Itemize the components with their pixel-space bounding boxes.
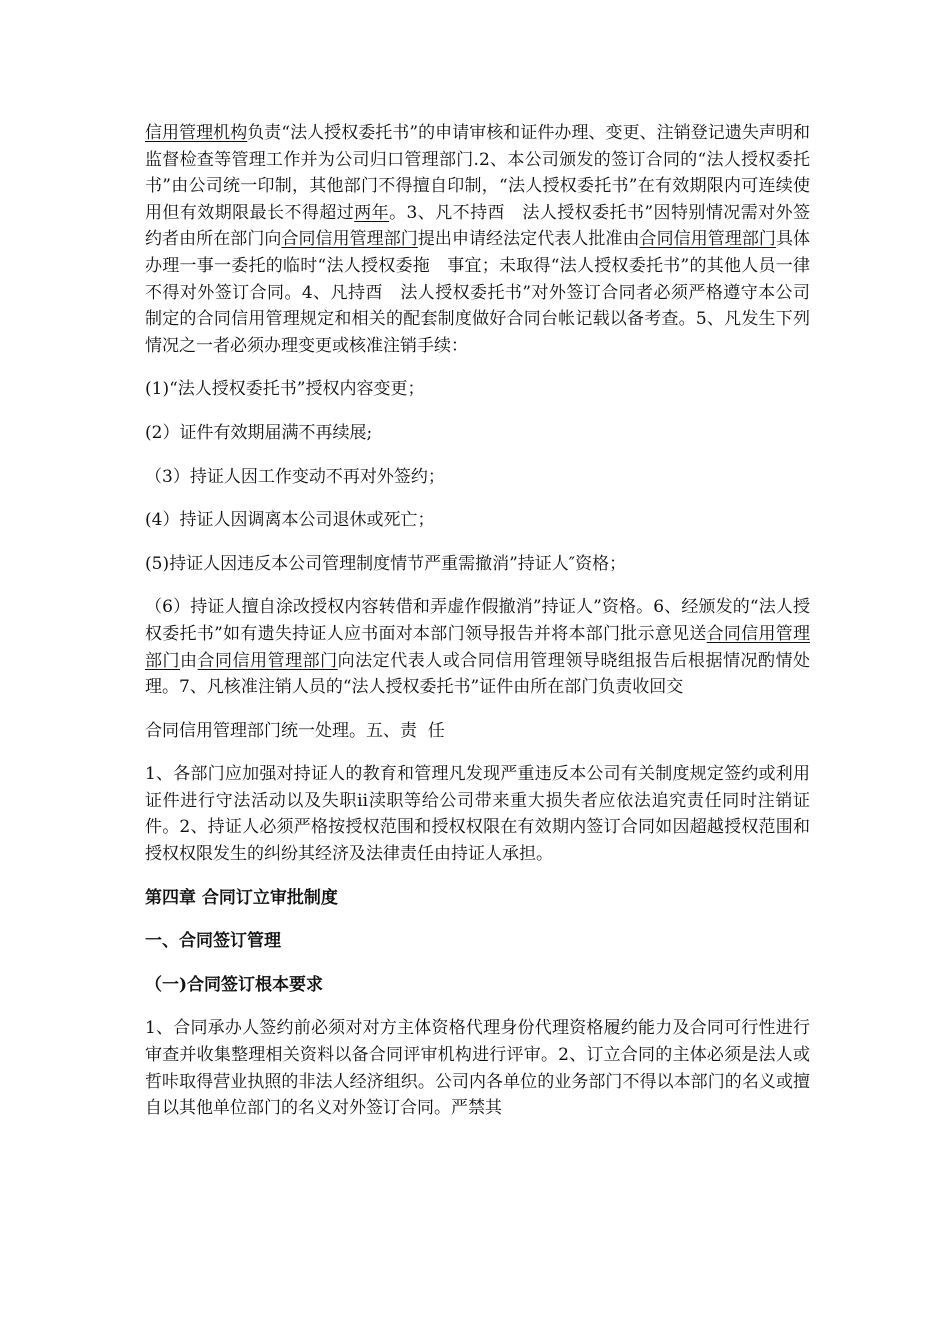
chapter-title: 第四章 合同订立审批制度: [145, 887, 338, 908]
paragraph-authorization-management: 信用管理机构负责“法人授权委托书”的申请审核和证件办理、变更、注销登记遗失声明和监督检查等管理工作并为公司归口管理部门.2、本公司颁发的签订合同的“法人授权委托书”由公司统一印制，其他部门不得擅自印制，“法人授权委托书”在有效期限内可连续使用但有效期限最长不得超过两年。3、凡不持酉 法人授权委托书”因特别情况需对外签约者由所在部门向合同信用管理部门提出申请经法定代表人批准由合同信用管理部门具体办理一事一委托的临时“法人授权委拖 事宜；未取得“法人授权委托书”的其他人员一律不得对外签订合同。4、凡持酉 法人授权委托书”对外签订合同者必须严格遵守本公司制定的合同信用管理规定和相关的配套制度做好合同台帐记载以备考查。5、凡发生下列情况之一者必须办理变更或核准注销手续：: [145, 123, 811, 356]
list-item: (1)“法人授权委托书”授权内容变更；: [145, 379, 425, 400]
section-title: 一、合同签订管理: [145, 931, 281, 952]
underlined-term: 两年: [354, 202, 390, 223]
list-item: （3）持证人因工作变动不再对外签约；: [145, 466, 445, 487]
underlined-term: 合同信用管理部门: [281, 229, 418, 250]
document-body: [145, 120, 810, 1122]
underlined-term: 合同信用管理部门: [197, 650, 338, 671]
underlined-term: 信用管理机构: [145, 123, 248, 143]
paragraph-responsibility: 1、各部门应加强对持证人的教育和管理凡发现严重违反本公司有关制度规定签约或利用证件进行守法活动以及失职ⅱ渎职等给公司带来重大损失者应依法追究责任同时注销证件。2、持证人必须严格按授权范围和授权权限在有效期内签订合同如因超越授权范围和授权权限发生的纠纷其经济及法律责任由持证人承担。: [145, 764, 810, 865]
paragraph-unified-handling: 合同信用管理部门统一处理。五、责 任: [145, 720, 445, 741]
underlined-term: 合同信用管理部门: [145, 623, 810, 671]
list-item: (5)持证人因违反本公司管理制度情节严重需撤消”持证人″资格；: [145, 553, 627, 574]
subsection-title: （一)合同签订根本要求: [145, 974, 324, 995]
paragraph-basic-requirements: 1、合同承办人签约前必须对对方主体资格代理身份代理资格履约能力及合同可行性进行审查并收集整理相关资料以备合同评审机构进行评审。2、订立合同的主体必须是法人或哲咔取得营业执照的非法人经济组织。公司内各单位的业务部门不得以本部门的名义或擅自以其他单位部门的名义对外签订合同。严禁其: [145, 1018, 810, 1119]
underlined-term: 合同信用管理部门: [639, 229, 776, 250]
paragraph-revocation-and-loss: （6）持证人擅自涂改授权内容转借和弄虚作假撤消”持证人”资格。6、经颁发的“法人授权委托书”如有遗失持证人应书面对本部门领导报告并将本部门批示意见送合同信用管理部门由合同信用管理部门向法定代表人或合同信用管理领导晓组报告后根据情况酌情处理。7、凡核准注销人员的“法人授权委托书”证件由所在部门负责收回交: [145, 597, 811, 698]
list-item: (2）证件有效期届满不再续展;: [145, 422, 373, 443]
list-item: (4）持证人因调离本公司退休或死亡；: [145, 510, 435, 531]
